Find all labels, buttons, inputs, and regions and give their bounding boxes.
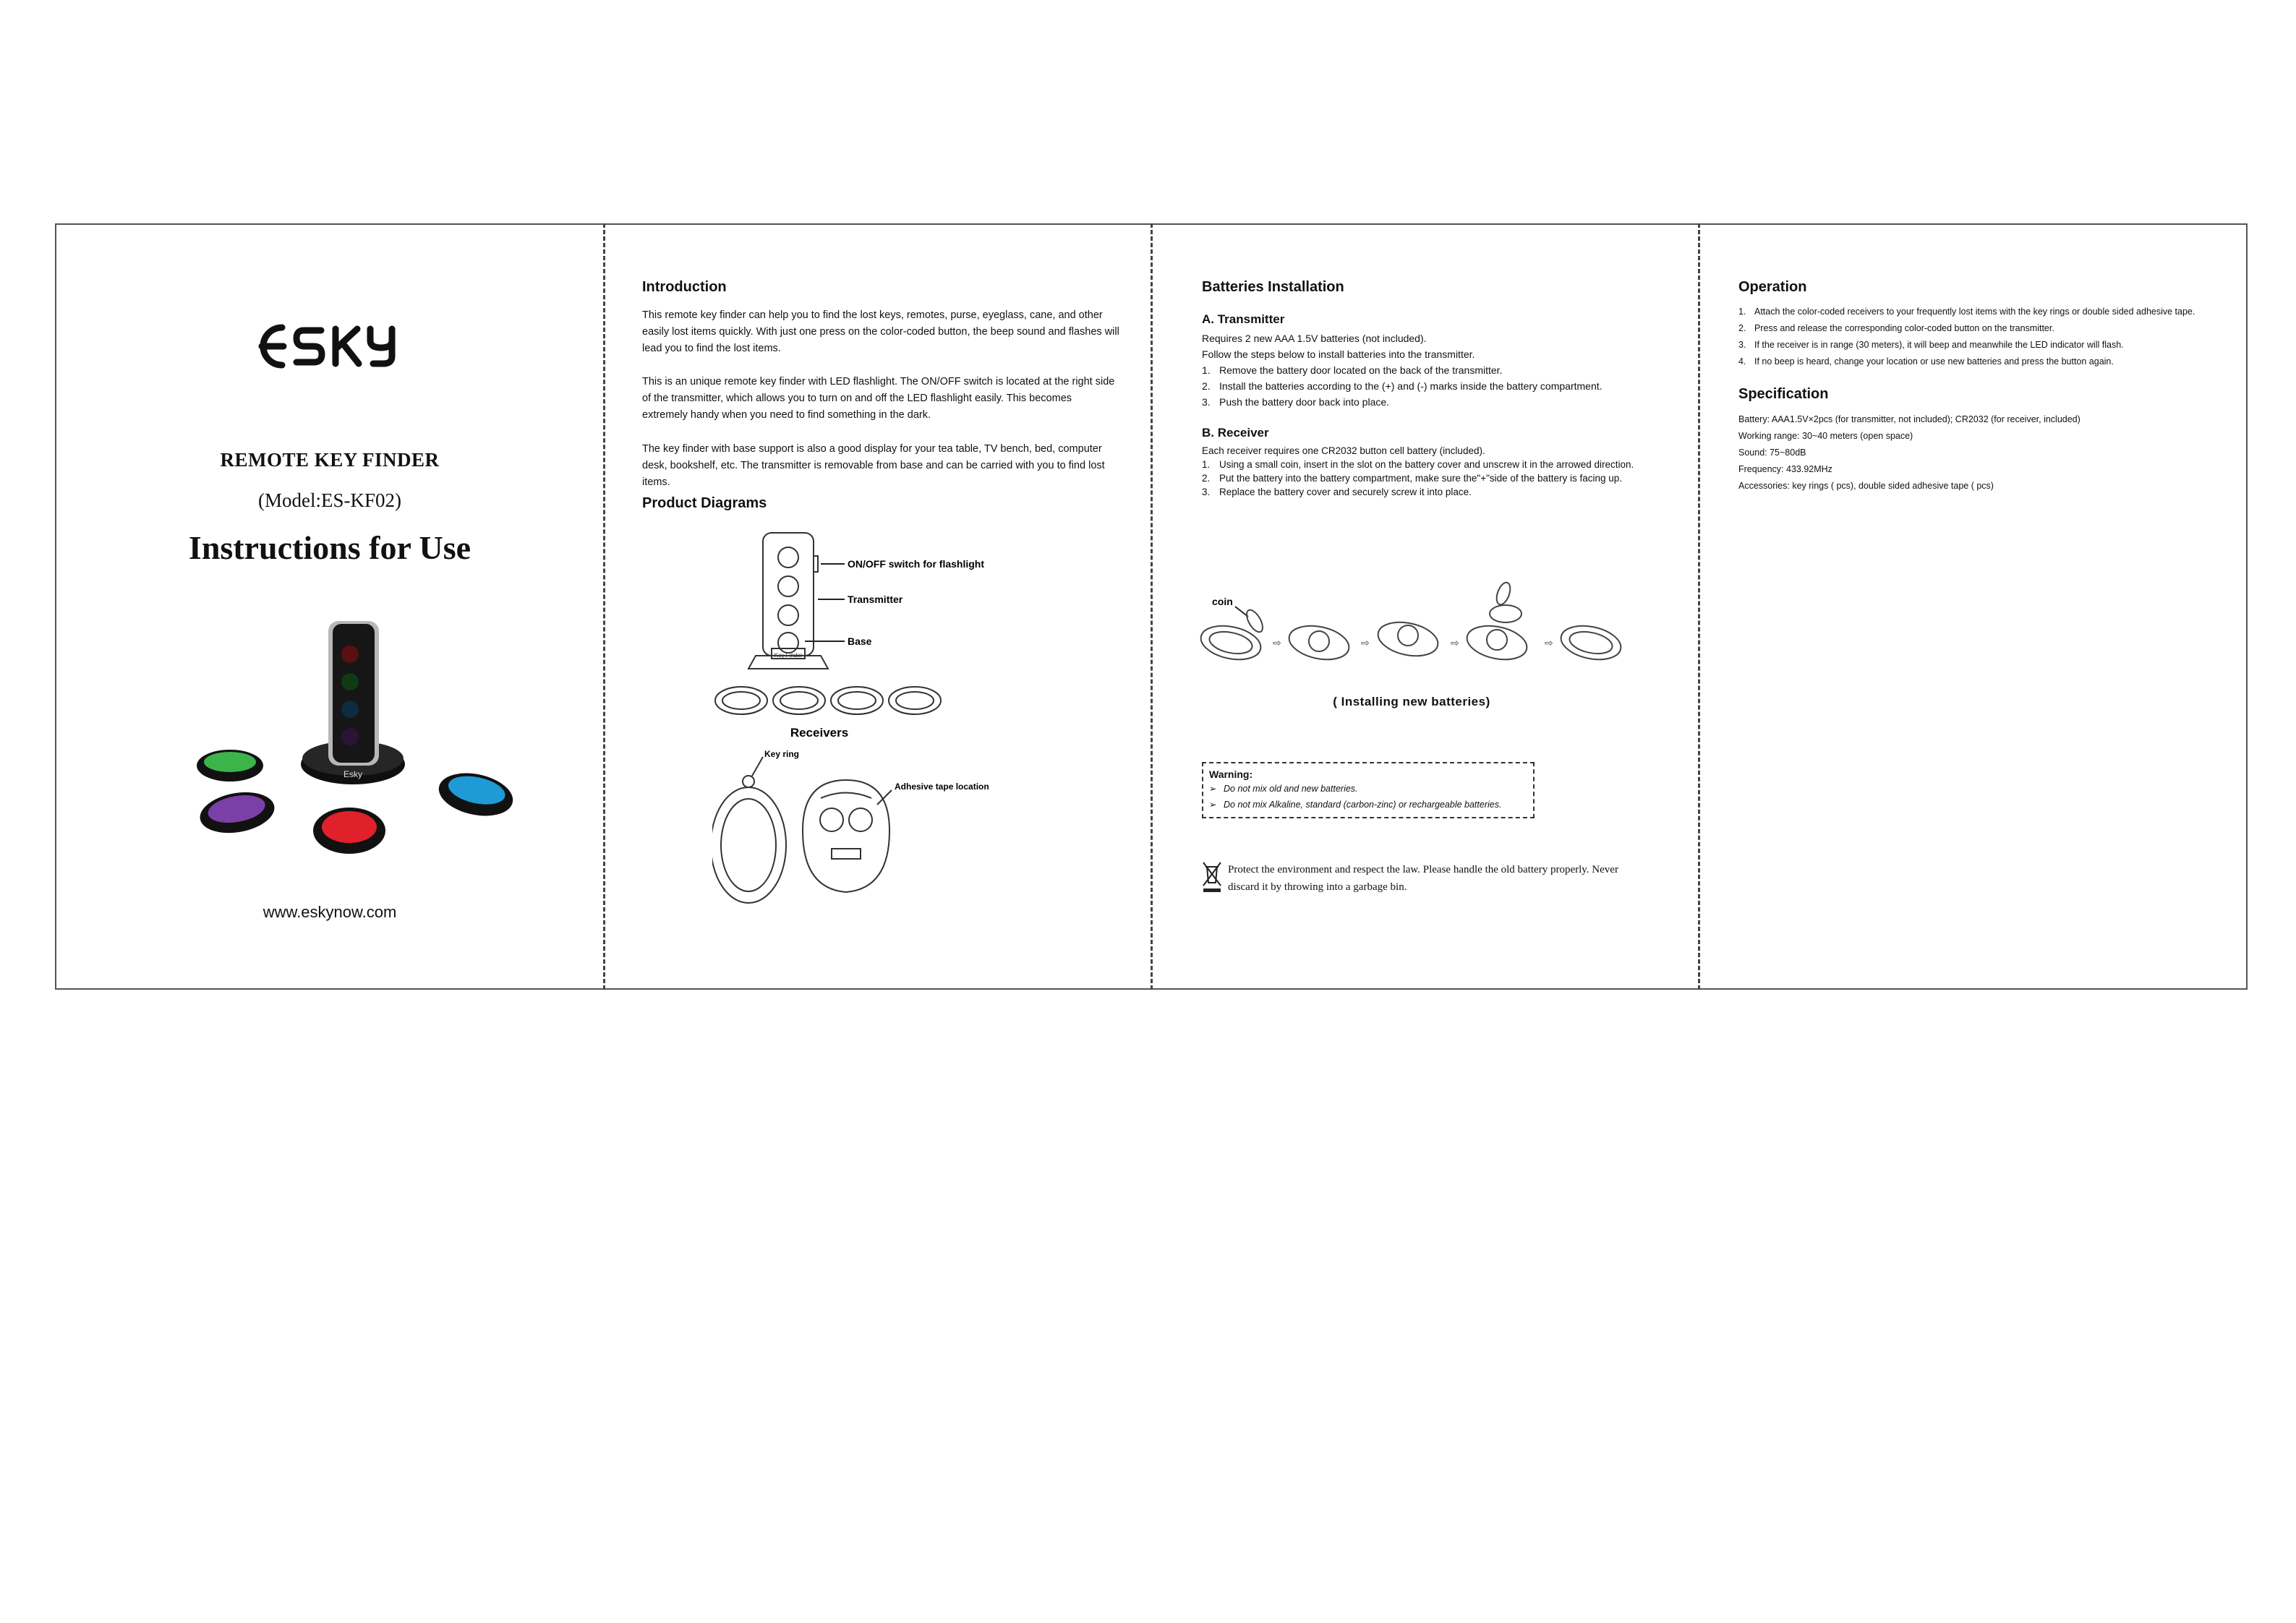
spec-line: Sound: 75~80dB [1738,447,1806,458]
svg-text:⇨: ⇨ [1361,637,1370,648]
label-transmitter: Transmitter [848,594,903,605]
transmitter-subheading: A. Transmitter [1202,312,1285,326]
operation-panel [1699,223,2247,990]
product-diagrams-heading: Product Diagrams [642,495,767,511]
receiver-subheading: B. Receiver [1202,426,1269,440]
spec-line: Frequency: 433.92MHz [1738,464,1832,474]
purple-receiver [197,787,278,838]
website-url: www.eskynow.com [263,903,397,921]
environment-notice [1202,861,1636,904]
receiver-step: 1. Using a small coin, insert in the slot on the battery cover and unscrew it in the arrowed direction. [1202,459,1634,470]
svg-text:⇨: ⇨ [1273,637,1281,648]
warning-title: Warning: [1209,768,1253,780]
environment-text: Protect the environment and respect the law. Please handle the old battery properly. Never discard it by throwing into a garbage bin. [1228,864,1618,893]
warning-item: ➢ Do not mix old and new batteries. [1209,784,1358,794]
transmitter-step: 2. Install the batteries according to the (+) and (-) marks inside the battery compartment. [1202,380,1602,392]
intro-paragraph: The key finder with base support is also a good display for your tea table, TV bench, bed, computer desk, bookshelf, etc. The transmitter is removable from base and can be carried with you to find lost items. [642,443,1105,488]
operation-step: 3. If the receiver is in range (30 meters), it will beep and meanwhile the LED indicator will flash. [1738,340,2124,350]
receiver-step: 2. Put the battery into the battery compartment, make sure the"+"side of the battery is facing up. [1202,473,1623,484]
transmitter-text: Follow the steps below to install batteries into the transmitter. [1202,348,1475,360]
spec-line: Battery: AAA1.5V×2pcs (for transmitter, not included); CR2032 (for receiver, included) [1738,414,2081,424]
receiver-text: Each receiver requires one CR2032 button cell battery (included). [1202,445,1485,456]
svg-text:Key Finder: Key Finder [774,652,803,659]
operation-heading: Operation [1738,279,1807,295]
photo-brand-text: Esky [343,769,363,779]
label-receivers: Receivers [790,726,849,740]
product-photo [179,614,526,860]
label-base: Base [848,635,872,647]
crossed-bin-icon [1202,861,1222,893]
green-receiver [197,750,263,781]
transmitter-text: Requires 2 new AAA 1.5V batteries (not included). [1202,333,1427,344]
spec-line: Accessories: key rings ( pcs), double sided adhesive tape ( pcs) [1738,481,1994,491]
warning-box [1202,762,1535,818]
svg-text:⇨: ⇨ [1451,637,1459,648]
product-diagram [712,527,1023,982]
transmitter-step: 1. Remove the battery door located on the back of the transmitter. [1202,364,1503,376]
operation-step: 4. If no beep is heard, change your location or use new batteries and press the button again. [1738,356,2114,367]
label-coin: coin [1212,596,1233,607]
spec-line: Working range: 30~40 meters (open space) [1738,431,1913,441]
instructions-heading: Instructions for Use [188,529,471,566]
batteries-heading: Batteries Installation [1202,279,1344,295]
operation-step: 2. Press and release the corresponding color-coded button on the transmitter. [1738,323,2054,333]
red-receiver [313,808,385,854]
label-switch: ON/OFF switch for flashlight [848,558,984,570]
label-adhesive: Adhesive tape location [895,781,989,792]
battery-diagram-caption: ( Installing new batteries) [1333,695,1490,708]
svg-text:⇨: ⇨ [1545,637,1553,648]
introduction-heading: Introduction [642,279,727,295]
label-key-ring: Key ring [764,749,800,759]
battery-install-diagram [1151,563,1672,679]
transmitter-step: 3. Push the battery door back into place. [1202,396,1390,408]
intro-paragraph: This remote key finder can help you to find the lost keys, remotes, purse, eyeglass, cane, and other easily lost items quickly. With just one press on the color-coded button, the beep sound and flashes will lead you to find the lost items. [642,309,1119,354]
batteries-panel [1151,223,1698,990]
product-title: REMOTE KEY FINDER [220,449,440,471]
operation-step: 1. Attach the color-coded receivers to your frequently lost items with the key rings or double sided adhesive tape. [1738,307,2195,317]
cover-panel [56,223,603,990]
intro-paragraph: This is an unique remote key finder with LED flashlight. The ON/OFF switch is located at the right side of the transmitter, which allows you to turn on and off the LED flashlight easily. This becomes extremely handy when you need to find something in the dark. [642,376,1115,421]
introduction-panel [604,223,1151,990]
warning-item: ➢ Do not mix Alkaline, standard (carbon-zinc) or rechargeable batteries. [1209,800,1502,810]
specification-heading: Specification [1738,386,1829,402]
receiver-step: 3. Replace the battery cover and securely screw it into place. [1202,487,1472,497]
model-number: (Model:ES-KF02) [258,489,401,511]
esky-logo [246,317,419,375]
blue-receiver [435,767,516,822]
